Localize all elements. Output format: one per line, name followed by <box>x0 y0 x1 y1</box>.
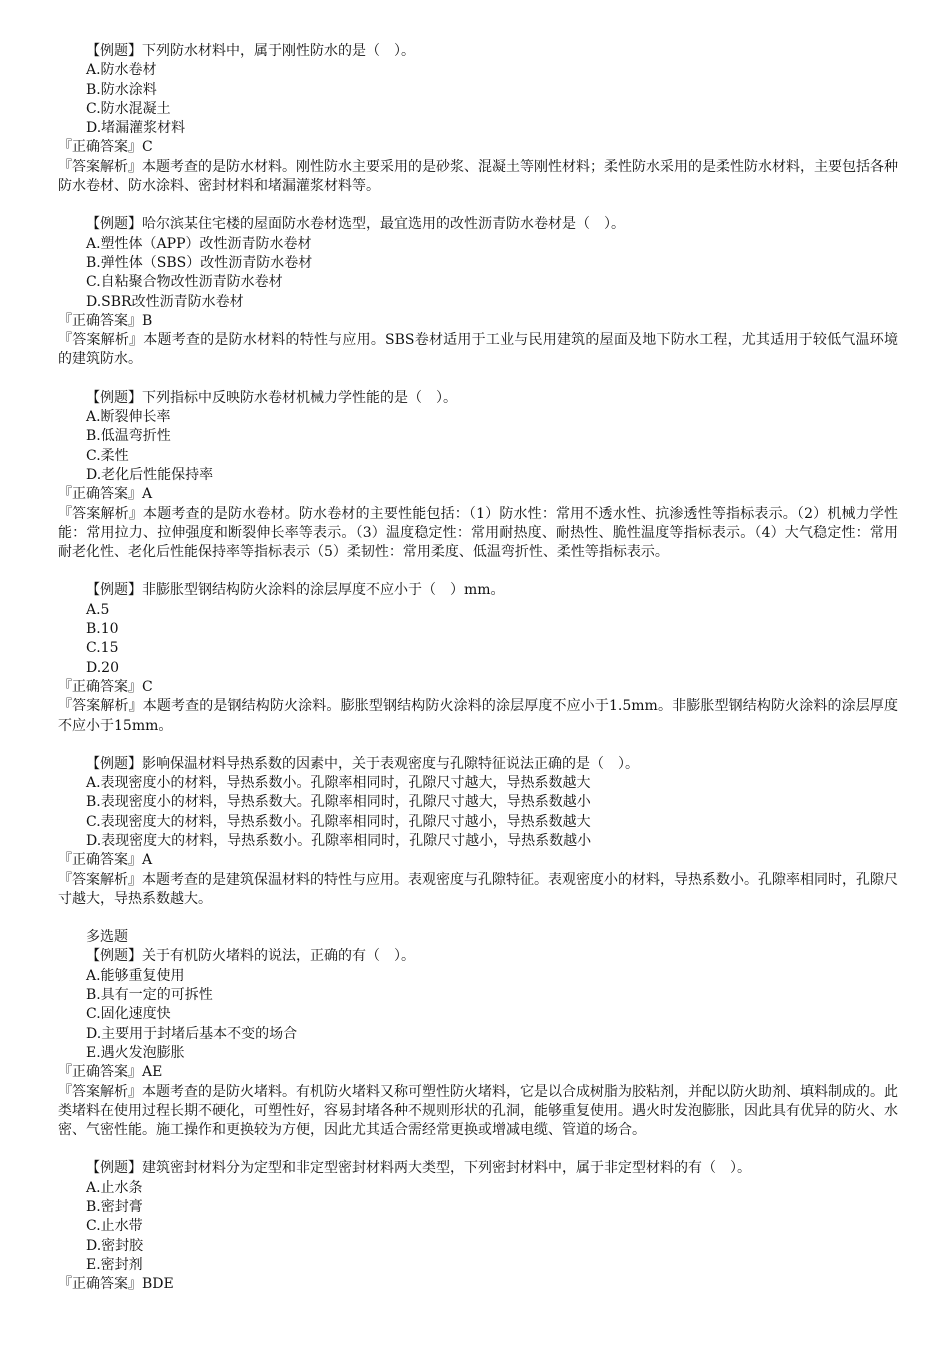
question-stem: 【例题】哈尔滨某住宅楼的屋面防水卷材选型，最宜选用的改性沥青防水卷材是（ ）。 <box>86 216 625 233</box>
option-c: C.固化速度快 <box>86 1006 171 1023</box>
option-b: B.弹性体（SBS）改性沥青防水卷材 <box>86 254 313 271</box>
option-b: B.具有一定的可拆性 <box>86 987 213 1004</box>
answer-analysis: 『答案解析』本题考查的是防水材料。刚性防水主要采用的是砂浆、混凝土等刚性材料；柔性防水采用的是柔性防水材料，主要包括各种防水卷材、防水涂料、密封材料和堵漏灌浆材料等。 <box>58 158 898 195</box>
option-a: A.能够重复使用 <box>86 967 185 984</box>
option-c: C.自粘聚合物改性沥青防水卷材 <box>86 274 283 291</box>
option-b: B.10 <box>86 621 119 638</box>
option-d: D.SBR改性沥青防水卷材 <box>86 293 244 310</box>
answer-analysis: 『答案解析』本题考查的是建筑保温材料的特性与应用。表观密度与孔隙特征。表观密度小的材料，导热系数小。孔隙率相同时，孔隙尺寸越大，导热系数越大。 <box>58 871 898 907</box>
option-b: B.密封膏 <box>86 1199 143 1216</box>
option-a: A.防水卷材 <box>86 62 157 79</box>
question-stem: 【例题】建筑密封材料分为定型和非定型密封材料两大类型，下列密封材料中，属于非定型材料的有（ ）。 <box>86 1160 751 1177</box>
option-d: D.老化后性能保持率 <box>86 466 214 483</box>
correct-answer: 『正确答案』BDE <box>58 1276 174 1293</box>
option-d: D.堵漏灌浆材料 <box>86 120 186 137</box>
correct-answer: 『正确答案』A <box>58 852 153 869</box>
correct-answer: 『正确答案』AE <box>58 1064 163 1081</box>
answer-analysis: 『答案解析』本题考查的是钢结构防火涂料。膨胀型钢结构防火涂料的涂层厚度不应小于1.5mm。非膨胀型钢结构防火涂料的涂层厚度不应小于15mm。 <box>58 698 898 734</box>
correct-answer: 『正确答案』B <box>58 312 153 329</box>
option-c: C.15 <box>86 640 119 657</box>
question-1 <box>58 42 898 196</box>
option-a: A.止水条 <box>86 1179 143 1196</box>
option-a: A.5 <box>86 601 110 618</box>
option-a: A.塑性体（APP）改性沥青防水卷材 <box>86 235 312 252</box>
option-d: D.主要用于封堵后基本不变的场合 <box>86 1025 298 1042</box>
question-4 <box>58 581 898 735</box>
answer-analysis: 『答案解析』本题考查的是防水卷材。防水卷材的主要性能包括：（1）防水性：常用不透水性、抗渗透性等指标表示。（2）机械力学性能：常用拉力、拉伸强度和断裂伸长率等表示。（3）温度稳定性：常用耐热度、耐热性、脆性温度等指标表示。（4）大气稳定性：常用耐老化性、老化后性能保持率等指标表示（5）柔韧性：常用柔度、低温弯折性、柔性等指标表示。 <box>58 505 898 561</box>
option-b: B.表现密度小的材料，导热系数大。孔隙率相同时，孔隙尺寸越大，导热系数越小 <box>86 794 591 811</box>
answer-analysis: 『答案解析』本题考查的是防火堵料。有机防火堵料又称可塑性防火堵料，它是以合成树脂为胶粘剂，并配以防火助剂、填料制成的。此类堵料在使用过程长期不硬化，可塑性好，容易封堵各种不规则形状的孔洞，能够重复使用。遇火时发泡膨胀，因此具有优异的防火、水密、气密性能。施工操作和更换较为方便，因此尤其适合需经常更换或增减电缆、管道的场合。 <box>58 1083 898 1139</box>
question-stem: 【例题】影响保温材料导热系数的因素中，关于表观密度与孔隙特征说法正确的是（ ）。 <box>86 755 639 772</box>
correct-answer: 『正确答案』C <box>58 678 153 695</box>
option-d: D.20 <box>86 659 119 676</box>
option-b: B.防水涂料 <box>86 81 157 98</box>
option-b: B.低温弯折性 <box>86 428 171 445</box>
question-stem: 【例题】关于有机防火堵料的说法，正确的有（ ）。 <box>86 948 415 965</box>
question-2 <box>58 215 898 369</box>
section-heading: 多选题 <box>86 929 128 946</box>
option-a: A.断裂伸长率 <box>86 409 171 426</box>
option-c: C.柔性 <box>86 447 129 464</box>
correct-answer: 『正确答案』A <box>58 486 153 503</box>
option-c: C.防水混凝土 <box>86 100 171 117</box>
option-e: E.密封剂 <box>86 1256 143 1273</box>
option-a: A.表现密度小的材料，导热系数小。孔隙率相同时，孔隙尺寸越大，导热系数越大 <box>86 775 591 792</box>
question-stem: 【例题】非膨胀型钢结构防火涂料的涂层厚度不应小于（ ）mm。 <box>86 582 505 599</box>
answer-analysis: 『答案解析』本题考查的是防水材料的特性与应用。SBS卷材适用于工业与民用建筑的屋面及地下防水工程，尤其适用于较低气温环境的建筑防水。 <box>58 332 898 368</box>
question-stem: 【例题】下列防水材料中，属于刚性防水的是（ ）。 <box>86 43 415 59</box>
option-d: D.表现密度大的材料，导热系数小。孔隙率相同时，孔隙尺寸越小，导热系数越小 <box>86 832 592 849</box>
question-stem: 【例题】下列指标中反映防水卷材机械力学性能的是（ ）。 <box>86 389 457 406</box>
option-e: E.遇火发泡膨胀 <box>86 1044 185 1061</box>
question-7 <box>58 1159 898 1294</box>
option-d: D.密封胶 <box>86 1237 144 1254</box>
question-6 <box>58 928 898 1140</box>
question-5 <box>58 755 898 909</box>
option-c: C.表现密度大的材料，导热系数小。孔隙率相同时，孔隙尺寸越小，导热系数越大 <box>86 813 591 830</box>
correct-answer: 『正确答案』C <box>58 139 153 156</box>
document-body <box>58 42 898 1314</box>
question-3 <box>58 389 898 563</box>
option-c: C.止水带 <box>86 1218 143 1235</box>
